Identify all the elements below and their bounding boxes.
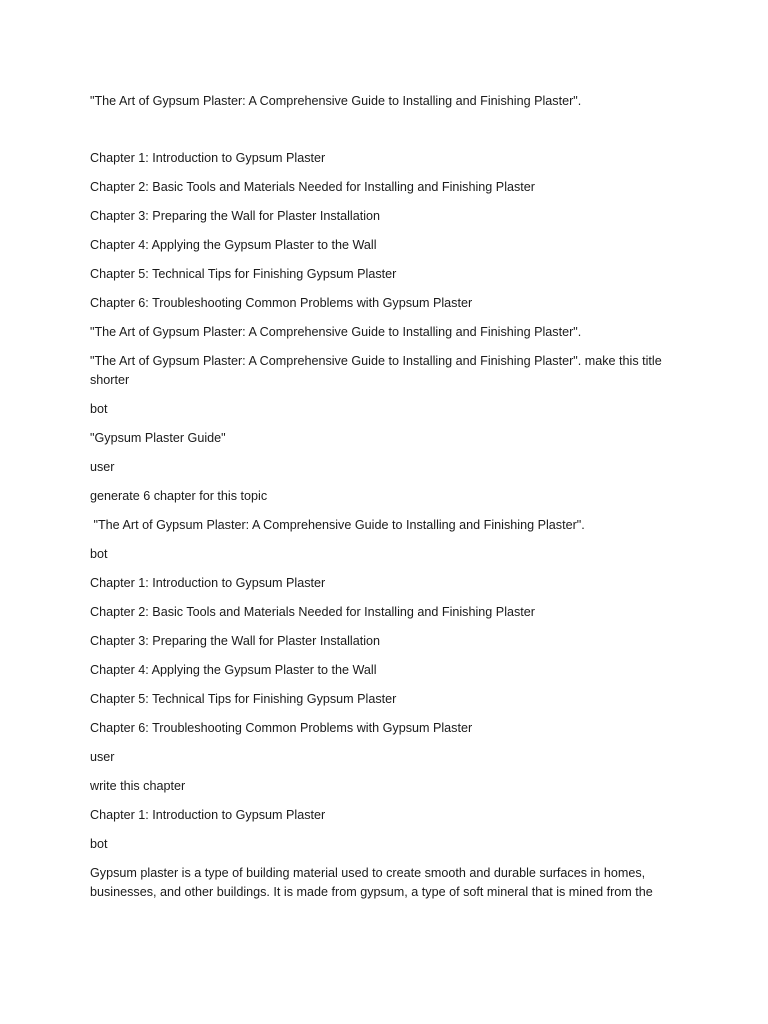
speaker-label: bot: [90, 547, 108, 561]
chapter-line: Chapter 5: Technical Tips for Finishing Gypsum Plaster: [90, 692, 397, 706]
prompt-line: "The Art of Gypsum Plaster: A Comprehensive Guide to Installing and Finishing Plaster". make this title shorter: [90, 354, 666, 387]
response-line: "Gypsum Plaster Guide": [90, 431, 226, 445]
chapter-line: Chapter 3: Preparing the Wall for Plaster Installation: [90, 209, 381, 223]
title-line: "The Art of Gypsum Plaster: A Comprehensive Guide to Installing and Finishing Plaster".: [90, 325, 582, 339]
speaker-label: bot: [90, 837, 108, 851]
chapter-line: Chapter 5: Technical Tips for Finishing Gypsum Plaster: [90, 267, 397, 281]
speaker-label: user: [90, 750, 115, 764]
chapter-line: Chapter 1: Introduction to Gypsum Plaster: [90, 151, 326, 165]
prompt-line: write this chapter: [90, 779, 186, 793]
title-line: "The Art of Gypsum Plaster: A Comprehensive Guide to Installing and Finishing Plaster".: [90, 518, 585, 532]
chapter-line: Chapter 1: Introduction to Gypsum Plaster: [90, 808, 326, 822]
speaker-label: bot: [90, 402, 108, 416]
chapter-line: Chapter 1: Introduction to Gypsum Plaster: [90, 576, 326, 590]
chapter-line: Chapter 6: Troubleshooting Common Problems with Gypsum Plaster: [90, 721, 473, 735]
speaker-label: user: [90, 460, 115, 474]
chapter-line: Chapter 2: Basic Tools and Materials Needed for Installing and Finishing Plaster: [90, 605, 535, 619]
document-title-line: "The Art of Gypsum Plaster: A Comprehensive Guide to Installing and Finishing Plaster".: [90, 94, 582, 108]
chapter-line: Chapter 4: Applying the Gypsum Plaster to the Wall: [90, 663, 377, 677]
body-paragraph: Gypsum plaster is a type of building material used to create smooth and durable surfaces in homes, businesses, and other buildings. It is made from gypsum, a type of soft mineral that is mined from the: [90, 866, 653, 899]
chapter-line: Chapter 2: Basic Tools and Materials Needed for Installing and Finishing Plaster: [90, 180, 535, 194]
prompt-line: generate 6 chapter for this topic: [90, 489, 268, 503]
document-body: [90, 92, 680, 912]
chapter-line: Chapter 6: Troubleshooting Common Problems with Gypsum Plaster: [90, 296, 473, 310]
chapter-line: Chapter 4: Applying the Gypsum Plaster to the Wall: [90, 238, 377, 252]
chapter-line: Chapter 3: Preparing the Wall for Plaster Installation: [90, 634, 381, 648]
